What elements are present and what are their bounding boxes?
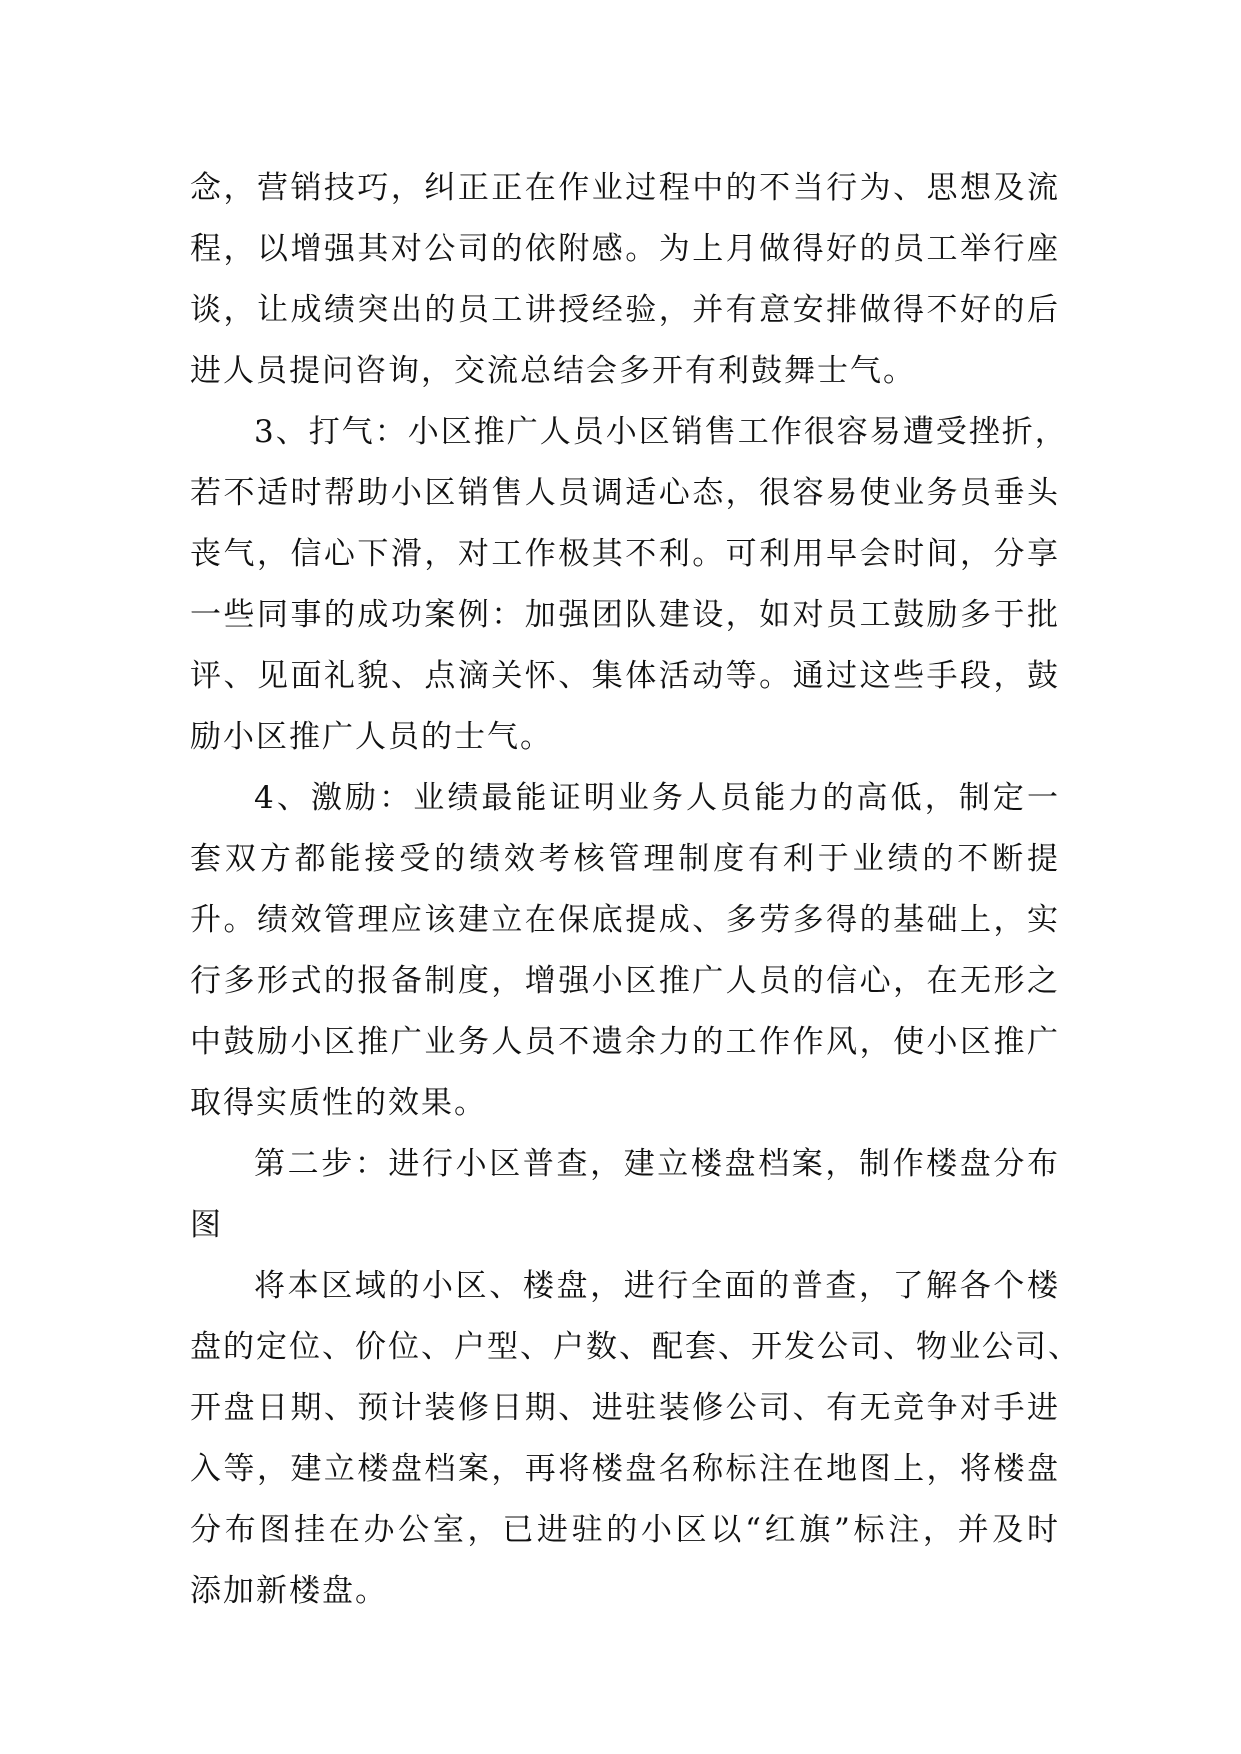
text-line: 程，以增强其对公司的依附感。为上月做得好的员工举行座	[190, 231, 1060, 267]
text-line: 开盘日期、预计装修日期、进驻装修公司、有无竞争对手进	[190, 1390, 1060, 1426]
text-line: 图	[190, 1207, 223, 1243]
text-line: 入等，建立楼盘档案，再将楼盘名称标注在地图上，将楼盘	[190, 1451, 1060, 1487]
text-line: 行多形式的报备制度，增强小区推广人员的信心，在无形之	[190, 963, 1060, 999]
text-line: 进人员提问咨询，交流总结会多开有利鼓舞士气。	[190, 353, 916, 389]
text-line: 添加新楼盘。	[190, 1573, 388, 1609]
text-line: 中鼓励小区推广业务人员不遗余力的工作作风，使小区推广	[190, 1024, 1060, 1060]
text-line: 将本区域的小区、楼盘，进行全面的普查，了解各个楼	[254, 1268, 1060, 1304]
text-line: 谈，让成绩突出的员工讲授经验，并有意安排做得不好的后	[190, 292, 1060, 328]
text-line: 丧气，信心下滑，对工作极其不利。可利用早会时间，分享	[190, 536, 1060, 572]
text-line: 一些同事的成功案例：加强团队建设，如对员工鼓励多于批	[190, 597, 1060, 633]
text-line: 升。绩效管理应该建立在保底提成、多劳多得的基础上，实	[190, 902, 1060, 938]
text-line: 若不适时帮助小区销售人员调适心态，很容易使业务员垂头	[190, 475, 1060, 511]
text-line: 第二步：进行小区普查，建立楼盘档案，制作楼盘分布	[254, 1146, 1060, 1182]
text-line: 分布图挂在办公室，已进驻的小区以“红旗”标注，并及时	[190, 1512, 1060, 1548]
document-body	[190, 158, 1081, 1622]
text-line: 套双方都能接受的绩效考核管理制度有利于业绩的不断提	[190, 841, 1060, 877]
text-line: 评、见面礼貌、点滴关怀、集体活动等。通过这些手段，鼓	[190, 658, 1060, 694]
text-line: 盘的定位、价位、户型、户数、配套、开发公司、物业公司、	[190, 1329, 1081, 1365]
text-line: 3、打气：小区推广人员小区销售工作很容易遭受挫折，	[254, 414, 1068, 450]
text-line: 励小区推广人员的士气。	[190, 719, 553, 755]
text-line: 念，营销技巧，纠正正在作业过程中的不当行为、思想及流	[190, 170, 1060, 206]
text-line: 4、激励：业绩最能证明业务人员能力的高低，制定一	[254, 780, 1060, 816]
text-line: 取得实质性的效果。	[190, 1085, 487, 1121]
